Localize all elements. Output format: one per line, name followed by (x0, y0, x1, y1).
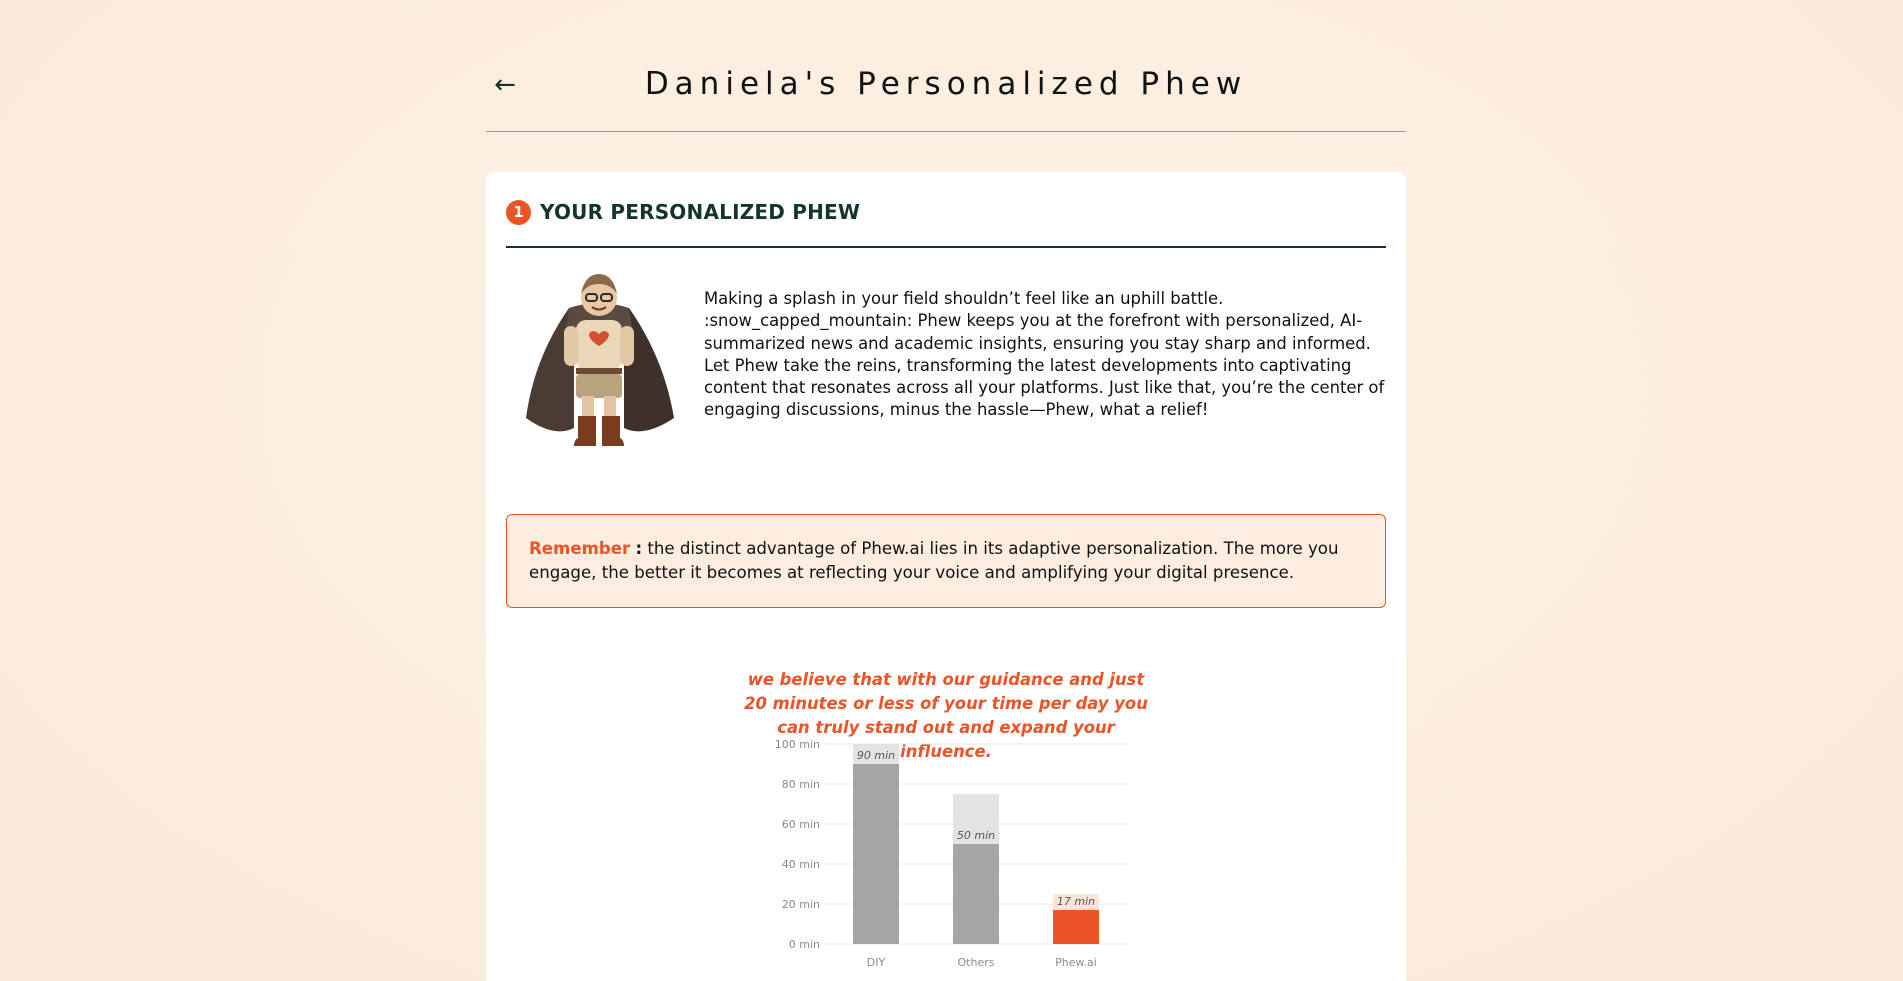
section-number-badge: 1 (506, 200, 531, 225)
remember-label: Remember (529, 539, 631, 558)
intro-paragraph: Making a splash in your field shouldn’t feel like an uphill battle. :snow_capped_mountain: Phew keeps you at the forefront with personalized, AI-summarized news and academic insights, ensuring you stay sharp and informed. Let Phew take the reins, transforming the latest developments into captivating content that resonates across all your platforms. Just like that, you’re the center of engaging discussions, minus the hassle—Phew, what a relief! (704, 289, 1385, 420)
header (486, 0, 1406, 132)
section-header (506, 190, 1386, 248)
remember-text: the distinct advantage of Phew.ai lies in its adaptive personalization. The more you engage, the better it becomes at reflecting your voice and amplifying your digital presence. (529, 539, 1339, 582)
superhero-kid-illustration (514, 268, 684, 458)
bar-data-label: 50 min (956, 829, 996, 842)
bar-value (953, 844, 999, 944)
x-tick-label: DIY (866, 956, 886, 969)
remember-callout (506, 514, 1386, 608)
y-tick-label: 40 min (781, 858, 820, 871)
bar-data-label: 90 min (856, 749, 896, 762)
tagline: we believe that with our guidance and just 20 minutes or less of your time per day you can truly stand out and expand your influence. (744, 670, 1148, 761)
page-title: Daniela's Personalized Phew (644, 66, 1248, 102)
bar-value (1053, 910, 1099, 944)
x-tick-label: Others (957, 956, 995, 969)
back-arrow-icon[interactable]: ← (494, 70, 516, 100)
chart-svg (746, 732, 1166, 981)
section-title: YOUR PERSONALIZED PHEW (540, 200, 861, 224)
y-tick-label: 80 min (781, 778, 820, 791)
remember-colon: : (635, 539, 643, 558)
bar-data-label: 17 min (1056, 895, 1096, 908)
x-tick-label: Phew.ai (1055, 956, 1097, 969)
time-comparison-chart (746, 732, 1166, 981)
content-card (486, 172, 1406, 981)
y-tick-label: 0 min (788, 938, 820, 951)
page (486, 0, 1406, 981)
y-tick-label: 60 min (781, 818, 820, 831)
y-tick-label: 100 min (774, 738, 820, 751)
bar-value (853, 764, 899, 944)
y-tick-label: 20 min (781, 898, 820, 911)
